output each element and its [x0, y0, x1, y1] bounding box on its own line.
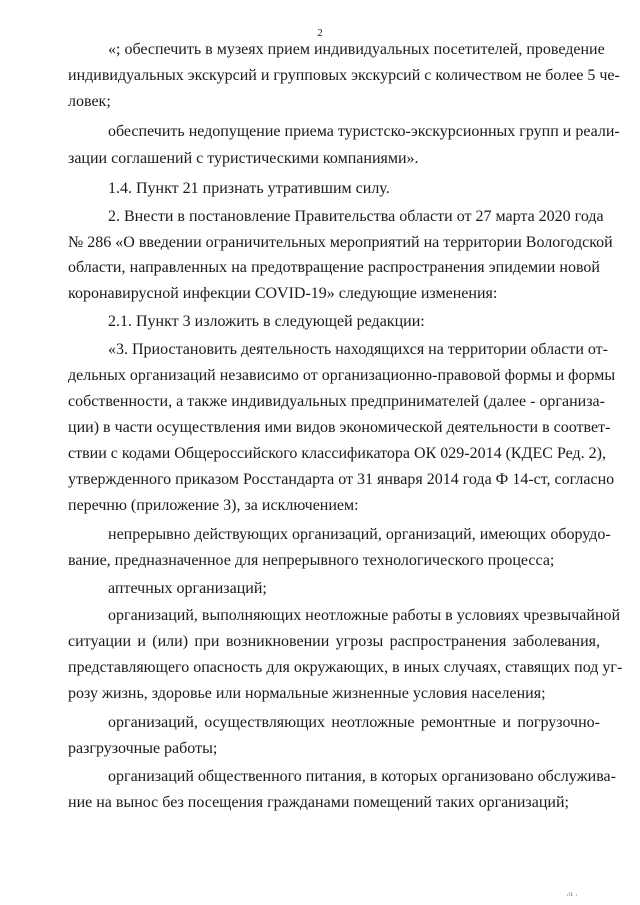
text-line: 1.4. Пункт 21 признать утратившим силу.	[108, 180, 390, 197]
text-line: 2. Внести в постановление Правительства области от 27 марта 2020 года	[108, 208, 604, 225]
text-line: обеспечить недопущение приема туристско-экскурсионных групп и реали-	[108, 123, 620, 140]
text-line: организаций общественного питания, в которых организовано обслужива-	[108, 768, 616, 785]
text-line: собственности, а также индивидуальных предпринимателей (далее - организа-	[68, 393, 605, 410]
text-line: ловек;	[68, 93, 111, 110]
text-line: организаций, осуществляющих неотложные ремонтные и погрузочно-	[108, 714, 600, 731]
scan-mark: ·⁽¹ ·	[566, 891, 578, 900]
text-line: № 286 «О введении ограничительных мероприятий на территории Вологодской	[68, 234, 613, 251]
text-line: ние на вынос без посещения гражданами помещений таких организаций;	[68, 794, 569, 811]
text-line: представляющего опасность для окружающих, в иных случаях, ставящих под уг-	[68, 659, 623, 676]
text-line: непрерывно действующих организаций, организаций, имеющих оборудо-	[108, 526, 611, 543]
text-line: области, направленных на предотвращение распространения эпидемии новой	[68, 259, 600, 276]
text-line: розу жизнь, здоровье или нормальные жизненные условия населения;	[68, 685, 546, 702]
text-line: индивидуальных экскурсий и групповых экскурсий с количеством не более 5 че-	[68, 67, 620, 84]
text-line: аптечных организаций;	[108, 580, 267, 597]
text-line: «3. Приостановить деятельность находящихся на территории области от-	[108, 341, 608, 358]
page-number: 2	[317, 27, 323, 39]
text-line: коронавирусной инфекции COVID-19» следующие изменения:	[68, 285, 498, 302]
text-line: утвержденного приказом Росстандарта от 31 января 2014 года Ф 14-ст, согласно	[68, 471, 615, 488]
text-line: разгрузочные работы;	[68, 740, 218, 757]
text-line: дельных организаций независимо от организационно-правовой формы и формы	[68, 367, 616, 384]
text-line: ции) в части осуществления ими видов экономической деятельности в соответ-	[68, 419, 611, 436]
text-line: 2.1. Пункт 3 изложить в следующей редакции:	[108, 313, 425, 330]
text-line: «; обеспечить в музеях прием индивидуальных посетителей, проведение	[108, 41, 605, 58]
text-line: вание, предназначенное для непрерывного технологического процесса;	[68, 552, 555, 569]
text-line: организаций, выполняющих неотложные работы в условиях чрезвычайной	[108, 607, 621, 624]
text-line: зации соглашений с туристическими компаниями».	[68, 150, 419, 167]
text-line: перечню (приложение 3), за исключением:	[68, 497, 359, 514]
text-line: ситуации и (или) при возникновении угрозы распространения заболевания,	[68, 633, 600, 650]
text-line: ствии с кодами Общероссийского классификатора ОК 029-2014 (КДЕС Ред. 2),	[68, 445, 606, 462]
